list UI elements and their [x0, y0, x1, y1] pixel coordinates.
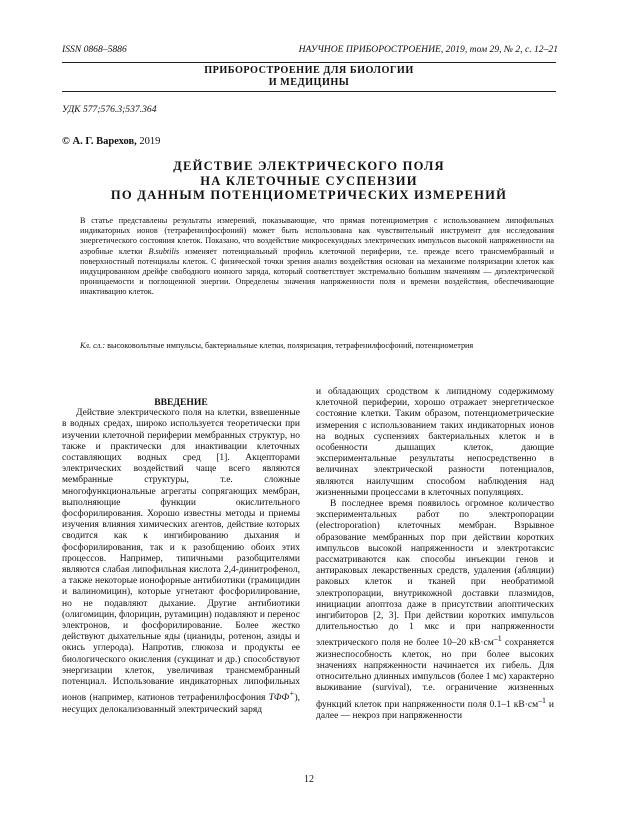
keywords-text: высоковольтные импульсы, бактериальные клетки, поляризация, тетрафенилфосфоний, потенциометрия: [105, 341, 474, 350]
journal-citation: НАУЧНОЕ ПРИБОРОСТРОЕНИЕ, 2019, том 29, № 2, с. 12–21: [298, 44, 558, 55]
publication-year: 2019: [139, 136, 161, 147]
introduction-heading: ВВЕДЕНИЕ: [154, 397, 208, 408]
title-line1: ДЕЙСТВИЕ ЭЛЕКТРИЧЕСКОГО ПОЛЯ: [173, 159, 445, 173]
unit-exponent-1: –1: [493, 634, 502, 644]
intro-p3-text-a: В последнее время появилось огромное количество экспериментальных работ по электропорации (electroporation) клеточных мембран. Взрывное образование мембранных пор при действии коротких импульсов высокой напряженности и электротаксис рассматриваются как способы инъекции генов и антираковых лекарственных средств, удаления (абляции) раковых клеток и тканей при необратимой электропорации, внутрикожной доставки плазмидов, инициации апоптоза даже в присутствии апоптических ингибиторов [2, 3]. При действии коротких импульсов длительностью до 1 мкс и при напряженности электрического поля не более 10–20 кВ·см: [316, 499, 554, 649]
title-line3: ПО ДАННЫМ ПОТЕНЦИОМЕТРИЧЕСКИХ ИЗМЕРЕНИЙ: [110, 188, 508, 202]
intro-p3-text-c: и далее — некроз при напряженности: [316, 699, 554, 721]
copyright-symbol: ©: [62, 136, 70, 147]
unit-exponent-2: –1: [538, 695, 546, 705]
author-name: А. Г. Варехов,: [72, 136, 137, 147]
intro-p1-text: Действие электрического поля на клетки, взвешенные в водных средах, широко используется теоретически при изучении клеточной периферии мембранных структур, но также и практически для инактивации клеточных составляющих водных сред [1]. Акцепторами электрических воздействий чаще всего являются мембранные структуры, т.е. сложные многофункциональные агрегаты сопрягающих мембран, выполняющие функции окислительного фосфорилирования. Хорошо известны методы и приемы изучения влияния химических агентов, действие которых сводится как к ингибированию дыхания и фосфорилирования, так и к разобщению обоих этих процессов. Например, типичными разобщителями являются слабая липофильная кислота 2,4-динитрофенол, а также некоторые ионофорные антибиотики (грамицидин и валиномицин), которые угнетают фосфорилирование, но не подавляют дыхание. Другие антибиотики (олигомицин, флорицин, рутамицин) подавляют и перенос электронов, и фосфорилирование. Более жестко действуют дыхательные яды (цианиды, ротенон, азиды и окись углерода). Напротив, глюкоза и продукты ее биологического окисления (сукцинат и др.) способствуют энергизации клеток, увеличивая трансмембранный потенциал. Использование индикаторных липофильных ионов (например, катионов тетрафенилфосфония: [62, 408, 300, 704]
section-heading: [62, 65, 556, 89]
intro-paragraph-1: [62, 408, 300, 716]
intro-paragraph-2: и обладающих сродством к липидному содержимому клеточной периферии, хорошо отражает энергетическое состояние клетки. Таким образом, потенциометрические измерения с использованием таких индикаторных ионов на водных суспензиях бактериальных клеток и в особенности дышащих клеток, дающие экспериментальные результаты непосредственно в величинах электрической разности потенциалов, являются наилучшим способом наблюдения над жизненными процессами в клеточных популяциях.: [316, 387, 554, 498]
udk-code: УДК 577;576.3;537.364: [62, 104, 157, 115]
tpp-charge: +: [289, 689, 295, 699]
keywords: [80, 341, 554, 351]
journal-issn: ISSN 0868–5886: [62, 44, 127, 55]
author-line: [62, 136, 160, 147]
section-rule-top: [62, 62, 556, 63]
abstract-text-2: изменяет потенциальный профиль клеточной периферии, т.е. прежде всего трансмембранный и поверхностный потенциалы клеток. С физической точки зрения анализ воздействия основан на механизме поляризации клеток как индуцированном дрейфе свободного ионного заряда, который соответствует экстремально большим значениям — диэлектрической проницаемости и поглощенной энергии. Определены значения напряженности поля и времени воздействия, обеспечивающие инактивацию клеток.: [80, 246, 554, 297]
intro-paragraph-3: [316, 499, 554, 722]
title-line2: НА КЛЕТОЧНЫЕ СУСПЕНЗИИ: [200, 173, 418, 188]
page-number: 12: [304, 774, 314, 785]
tpp-text: ТФФ: [268, 693, 290, 704]
section-rule-bottom: [62, 91, 556, 92]
column-left: [62, 397, 300, 716]
column-right: [316, 387, 554, 722]
keywords-label: Кл. сл.:: [80, 341, 106, 350]
section-heading-line1: ПРИБОРОСТРОЕНИЕ ДЛЯ БИОЛОГИИ: [204, 65, 414, 76]
intro-p1-tail: ), несущих делокализованный электрический заряд: [62, 693, 300, 715]
abstract-text-1: В статье представлены результаты измерений, показывающие, что прямая потенциометрия с использованием липофильных индикаторных ионов (тетрафенилфосфоний) может быть использована как чувствительный инструмент для исследования энергетического состояния клеток. Показано, что воздействие микросекундных электрических импульсов высокой напряженности на аэробные клетки: [80, 216, 554, 256]
section-heading-line2: И МЕДИЦИНЫ: [268, 77, 350, 88]
abstract: [80, 216, 554, 298]
tpp-abbreviation: [268, 689, 295, 704]
abstract-organism: B.subtilis: [148, 246, 180, 256]
intro-p3-text-b: сохраняется жизнеспособность клеток, но при более высоких значениях напряженности начинается их гибель. Для относительно длинных импульсов (более 1 мс) характерно выживание (survival), т.е. ограничение жизненных функций клеток при напряженности поля 0.1–1 кВ·см: [316, 638, 554, 710]
article-title: [62, 159, 556, 203]
